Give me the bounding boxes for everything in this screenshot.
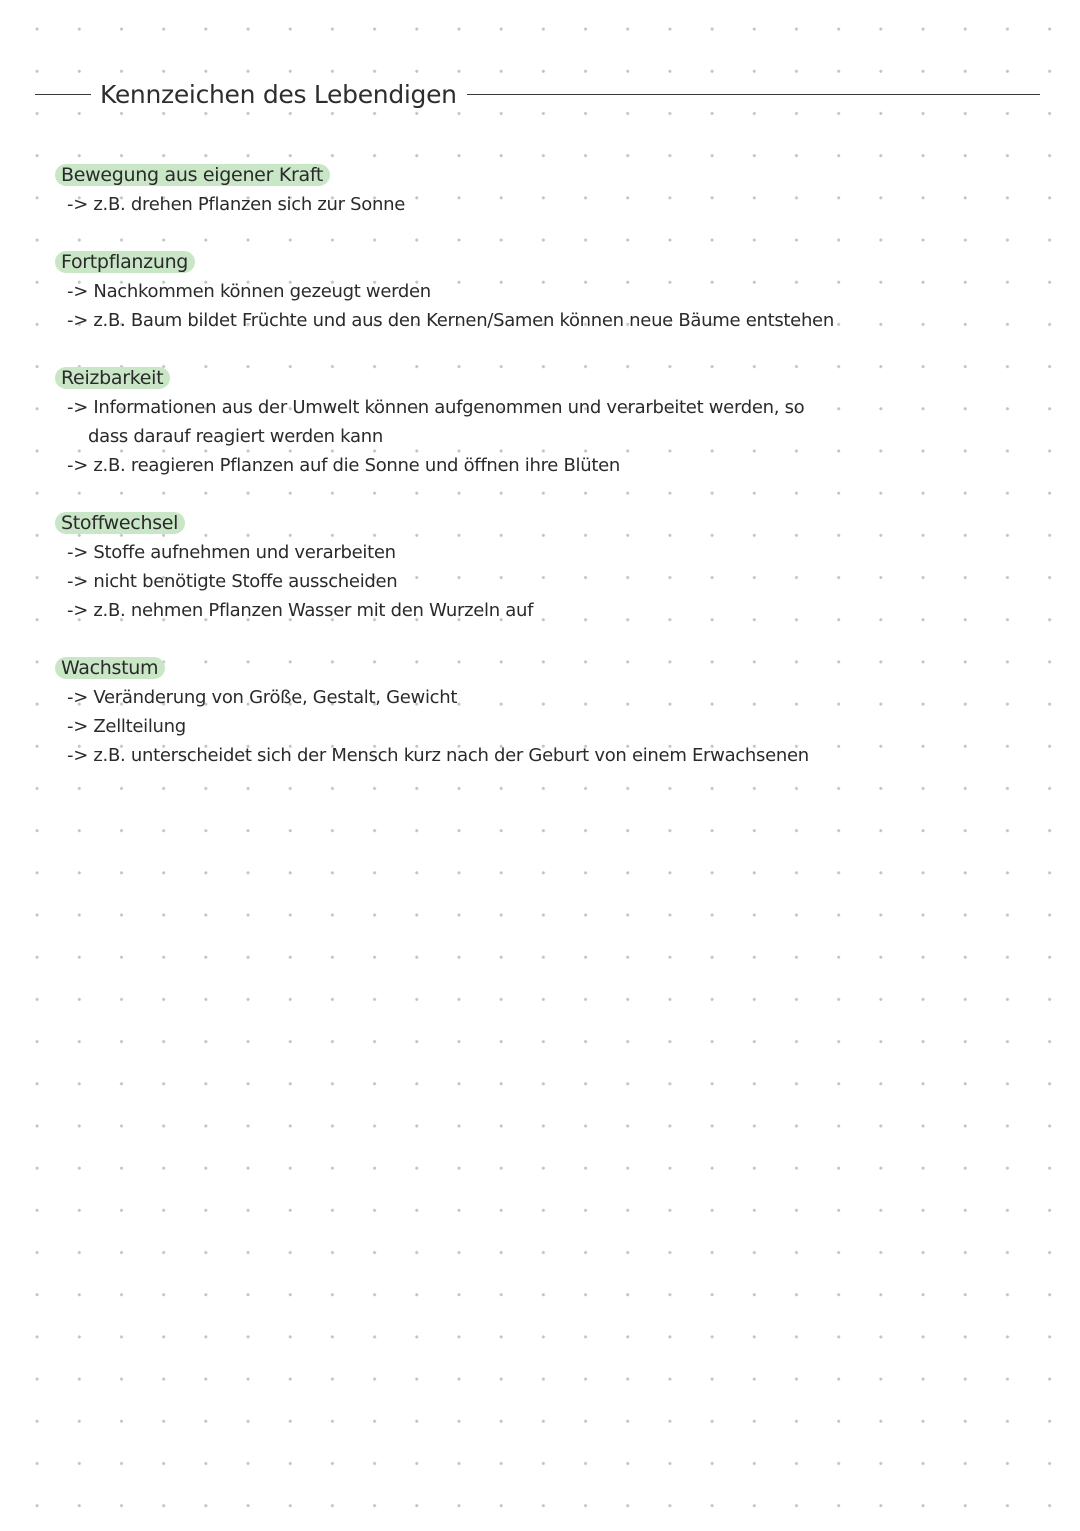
note-line: -> z.B. unterscheidet sich der Mensch kurz nach der Geburt von einem Erwachsenen — [67, 745, 809, 766]
section-reizbarkeit — [55, 363, 815, 480]
notes-content — [55, 160, 834, 770]
note-line: -> z.B. nehmen Pflanzen Wasser mit den Wurzeln auf — [67, 600, 534, 621]
note-line: -> Stoffe aufnehmen und verarbeiten — [67, 542, 396, 563]
title-rule-right — [467, 94, 1040, 95]
title-row — [35, 74, 1040, 114]
section-bewegung — [55, 160, 815, 219]
note-line: -> nicht benötigte Stoffe ausscheiden — [67, 571, 398, 592]
note-line: -> Veränderung von Größe, Gestalt, Gewicht — [67, 687, 458, 708]
title-rule-left — [35, 94, 91, 95]
note-line: -> z.B. reagieren Pflanzen auf die Sonne und öffnen ihre Blüten — [67, 455, 621, 476]
note-line: -> Zellteilung — [67, 716, 186, 737]
page-title: Kennzeichen des Lebendigen — [91, 80, 467, 109]
note-line: -> Informationen aus der Umwelt können aufgenommen und verarbeitet werden, so — [67, 397, 805, 418]
note-line: -> Nachkommen können gezeugt werden — [67, 281, 431, 302]
section-stoffwechsel — [55, 508, 815, 625]
section-heading: Fortpflanzung — [55, 251, 195, 273]
note-line: -> z.B. drehen Pflanzen sich zur Sonne — [67, 194, 405, 215]
section-heading: Wachstum — [55, 657, 165, 679]
section-fortpflanzung — [55, 247, 834, 335]
section-heading: Bewegung aus eigener Kraft — [55, 164, 330, 186]
note-line: -> z.B. Baum bildet Früchte und aus den Kernen/Samen können neue Bäume entstehen — [67, 310, 834, 331]
note-line-continuation: dass darauf reagiert werden kann — [88, 426, 383, 447]
section-heading: Stoffwechsel — [55, 512, 185, 534]
section-wachstum — [55, 653, 815, 770]
section-heading: Reizbarkeit — [55, 367, 170, 389]
